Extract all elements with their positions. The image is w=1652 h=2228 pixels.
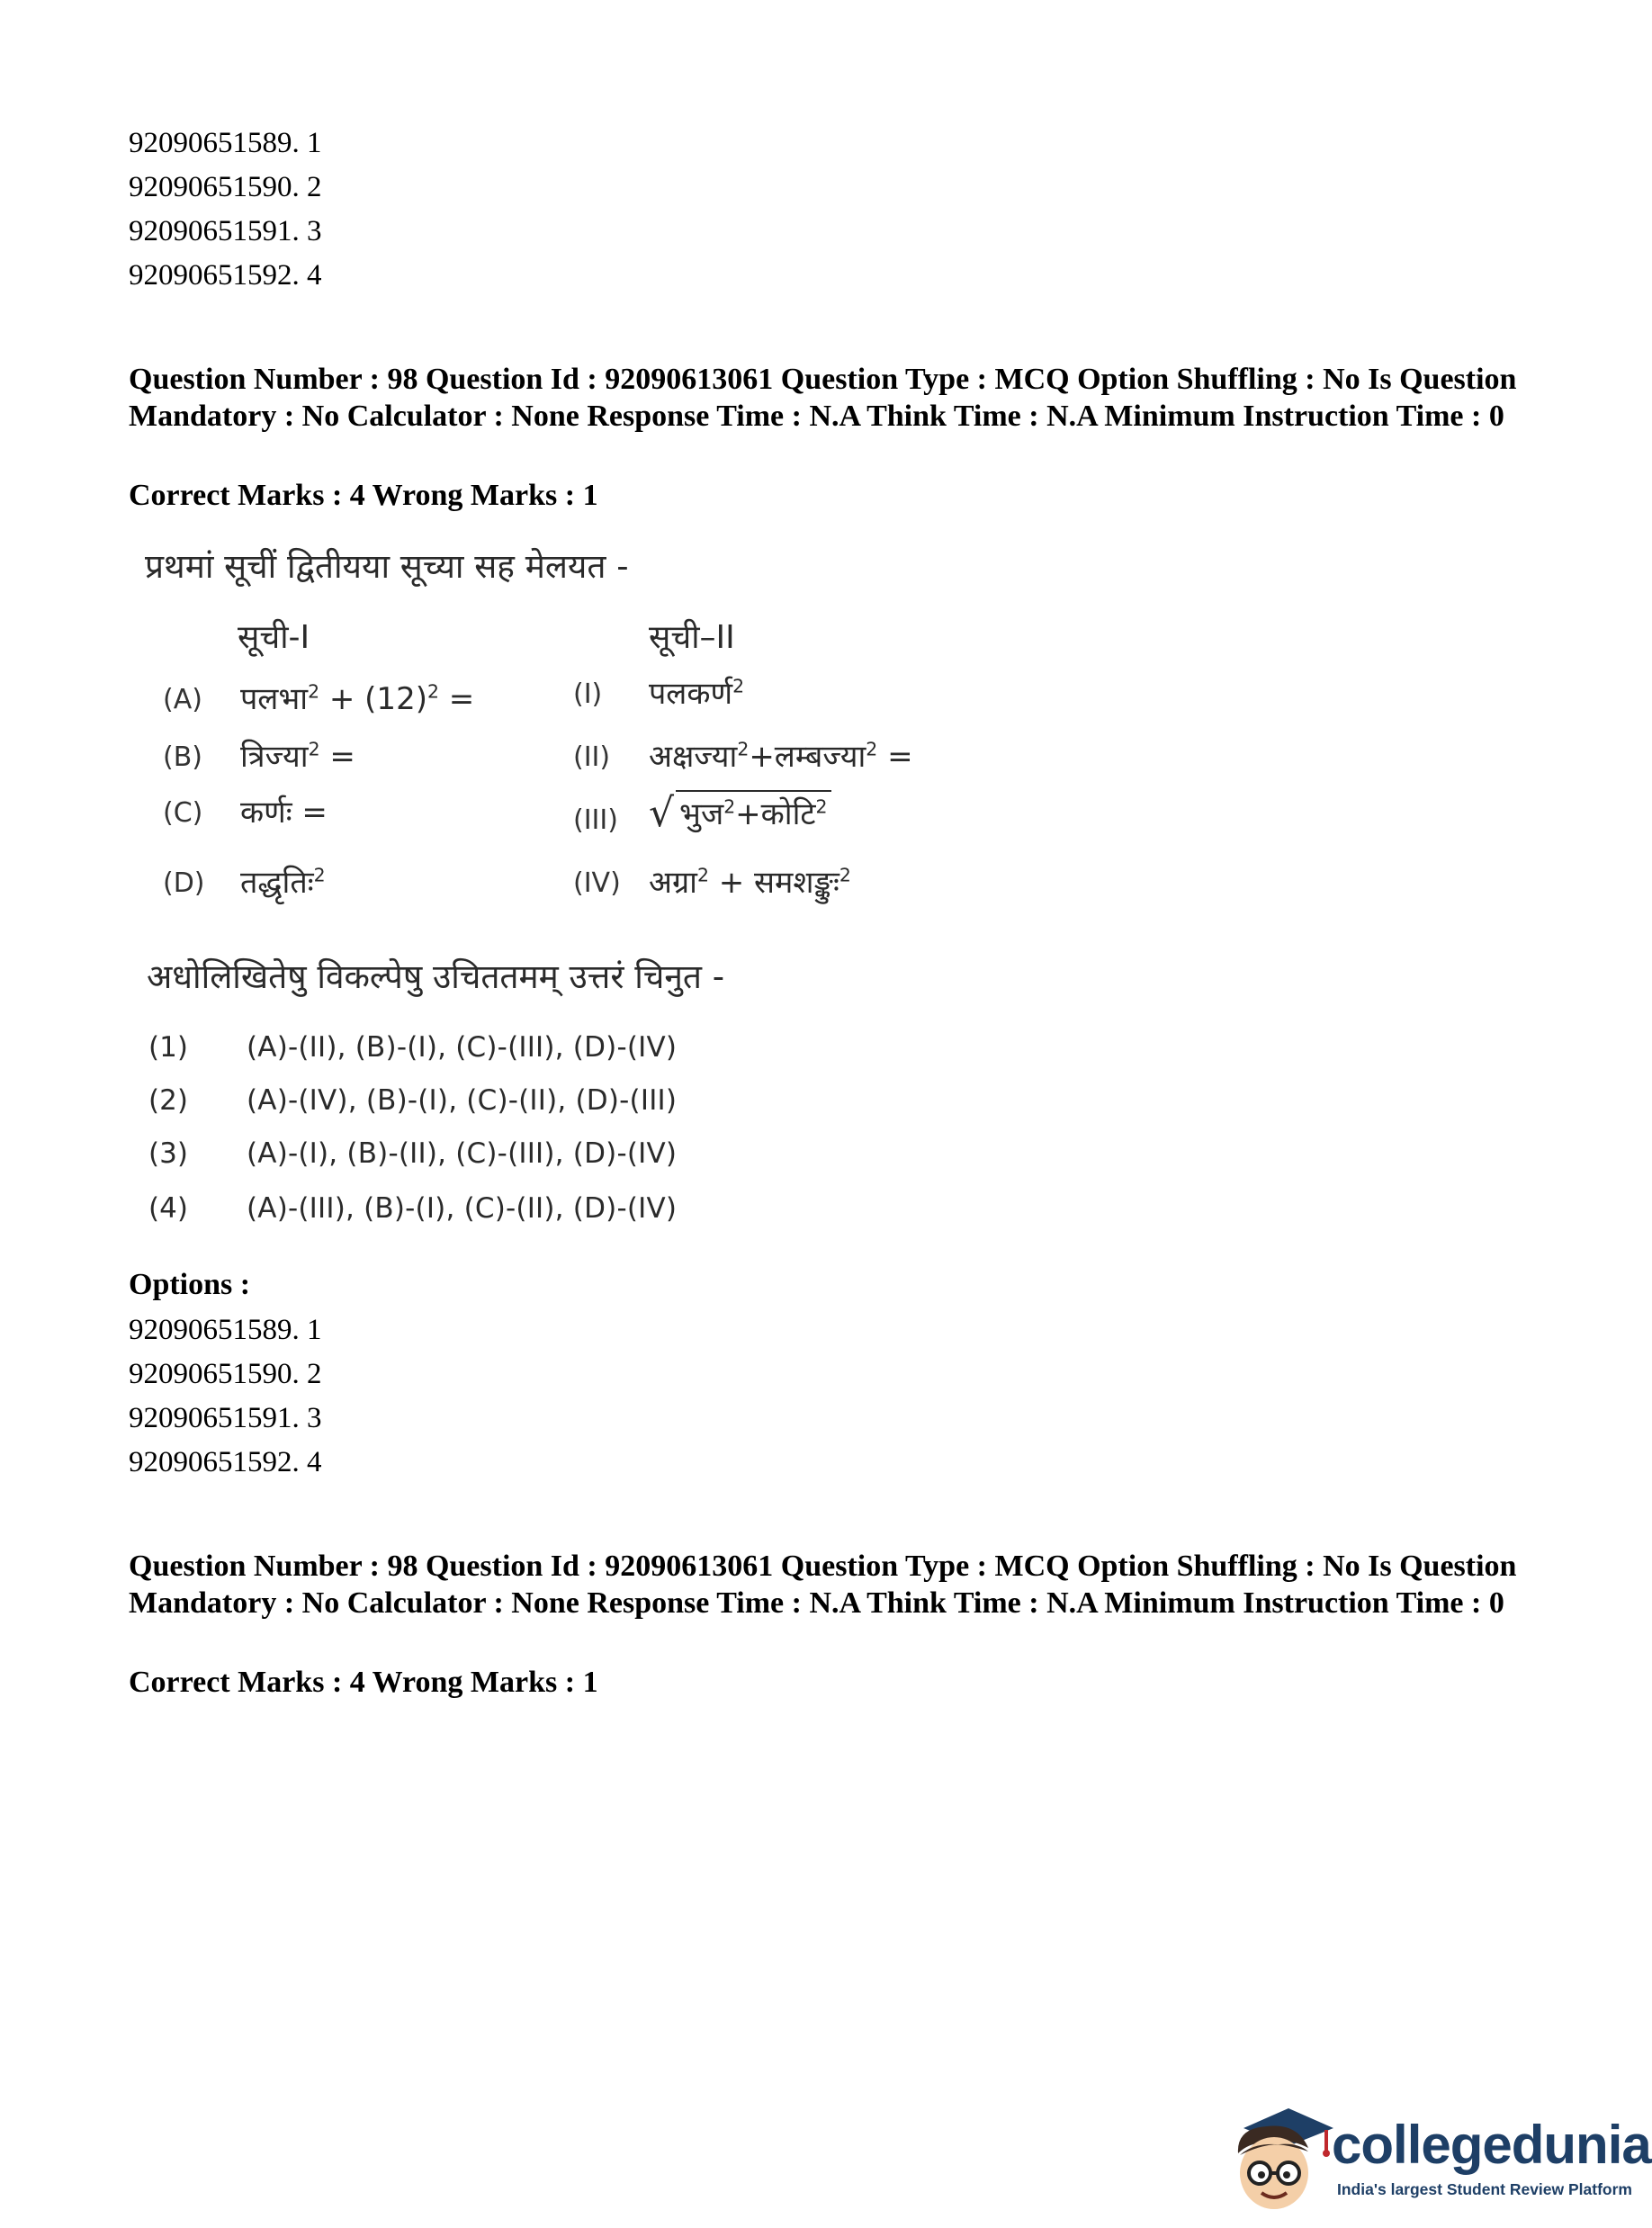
square-root-icon: √ भुज$^2$+कोटि$^2$ [649, 790, 831, 833]
row-label-d: (D) [163, 867, 205, 899]
brand-tagline: India's largest Student Review Platform [1337, 2180, 1632, 2198]
choice-text: (A)-(I), (B)-(II), (C)-(III), (D)-(IV) [247, 1137, 678, 1170]
option-line: 92090651589. 1 [129, 127, 322, 159]
option-line: 92090651592. 4 [129, 259, 322, 292]
brand-name: collegedunia [1332, 2115, 1651, 2175]
option-line: 92090651590. 2 [129, 1358, 322, 1390]
choice-text: (A)-(IV), (B)-(I), (C)-(II), (D)-(III) [247, 1084, 678, 1117]
question-instruction: प्रथमां सूचीं द्वितीयया सूच्या सह मेलयत - [145, 547, 629, 586]
choice-text: (A)-(II), (B)-(I), (C)-(III), (D)-(IV) [247, 1031, 678, 1064]
row-label-iii: (III) [573, 804, 618, 836]
row-label-a: (A) [163, 684, 202, 715]
expression-a: पलभा$^2$ + $(12)^2$ = [240, 680, 475, 717]
question-meta: Question Number : 98 Question Id : 92090613061 Question Type : MCQ Option Shuffling : No Is Question Mandatory : No Calculator : None Response Time : N.A Think Time : N.A Minimum Instruction Time : 0 [129, 363, 1517, 433]
row-label-c: (C) [163, 797, 203, 829]
option-line: 92090651591. 3 [129, 1402, 322, 1434]
choice-text: (A)-(III), (B)-(I), (C)-(II), (D)-(IV) [247, 1192, 678, 1225]
question-meta: Question Number : 98 Question Id : 92090613061 Question Type : MCQ Option Shuffling : No Is Question Mandatory : No Calculator : None Response Time : N.A Think Time : N.A Minimum Instruction Time : 0 [129, 1550, 1517, 1620]
option-line: 92090651591. 3 [129, 215, 322, 247]
row-label-ii: (II) [573, 741, 611, 773]
option-line: 92090651592. 4 [129, 1446, 322, 1478]
list-2-heading: सूची–II [649, 619, 735, 656]
expression-c: कर्णः = [240, 795, 328, 831]
option-line: 92090651590. 2 [129, 171, 322, 203]
row-label-i: (I) [573, 678, 603, 710]
question-marks: Correct Marks : 4 Wrong Marks : 1 [129, 1666, 598, 1699]
choice-number: (1) [148, 1031, 188, 1064]
choice-number: (4) [148, 1192, 188, 1225]
row-label-b: (B) [163, 741, 202, 773]
question-image [129, 529, 956, 1249]
mascot-icon [1226, 2101, 1333, 2216]
collegedunia-logo [1226, 2101, 1651, 2218]
choice-number: (3) [148, 1137, 188, 1170]
expression-iii [649, 790, 831, 834]
expression-b: त्रिज्या$^2$ = [240, 738, 355, 775]
expression-d: तद्धृतिः$^2$ [240, 864, 326, 901]
expression-i: पलकर्ण$^2$ [649, 675, 745, 712]
question-marks: Correct Marks : 4 Wrong Marks : 1 [129, 479, 598, 512]
choice-number: (2) [148, 1084, 188, 1117]
option-line: 92090651589. 1 [129, 1314, 322, 1346]
options-heading: Options : [129, 1268, 251, 1301]
list-1-heading: सूची-I [238, 619, 310, 656]
choose-instruction: अधोलिखितेषु विकल्पेषु उचिततमम् उत्तरं चिनुत - [147, 957, 725, 996]
expression-ii: अक्षज्या$^2$+लम्बज्या$^2$ = [649, 738, 913, 775]
expression-iv: अग्रा$^2$ + समशङ्कुः$^2$ [649, 864, 851, 901]
row-label-iv: (IV) [573, 867, 621, 899]
